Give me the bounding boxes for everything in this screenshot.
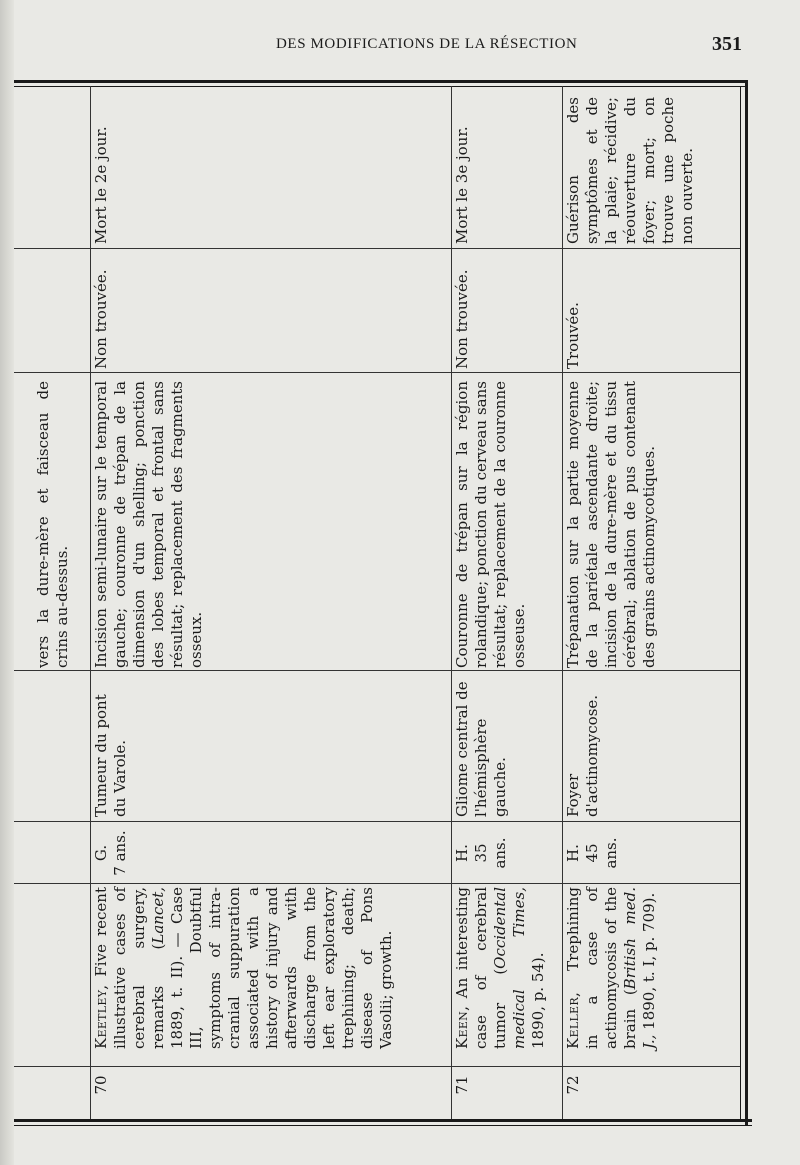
header-title: DES MODIFICATIONS DE LA RÉSECTION [276, 36, 578, 52]
lesion-found: Trouvée. [564, 302, 582, 369]
operation: Couronne de trépan sur la région rolandique; ponction du cerveau sans résultat; replacement de la couronne osseuse. [453, 381, 528, 668]
journal-name: Lancet, [149, 887, 167, 944]
rotated-table-content [0, 85, 730, 1125]
author-name: Keen, [453, 1005, 471, 1049]
age: 7 ans. [111, 830, 129, 876]
result: Mort le 3e jour. [453, 126, 471, 244]
reference-text: Five recent illustrative cases of cerebral surgery, remarks ( [92, 887, 167, 1049]
journal-name: Occidental medical Times, [491, 887, 528, 1049]
age: 45 ans. [583, 837, 620, 869]
reference-cell [564, 883, 734, 1053]
diagnosis: Gliome central de l'hémisphère gauche. [453, 681, 509, 817]
result: Mort le 2e jour. [92, 126, 110, 244]
sex: H. [453, 844, 471, 862]
sex: H. [564, 844, 582, 862]
table-row [76, 85, 436, 1125]
table-top-rule [14, 80, 747, 83]
lesion-found: Non trouvée. [92, 269, 110, 369]
reference-tail: 1890, t. I, p. 709). [640, 892, 658, 1035]
diagnosis: Foyer d'actinomycose. [564, 694, 601, 817]
table-right-rule-inner [740, 86, 741, 1120]
table-row [437, 85, 548, 1125]
diagnosis: Tumeur du pont du Varole. [92, 694, 129, 817]
case-number: 72 [564, 1075, 582, 1095]
reference-text: Trephining in a case of actinomycosis of the brain ( [564, 887, 639, 1049]
operation-continuation: vers la dure-mère et faisceau de crins au-dessus. [34, 381, 71, 668]
case-number: 71 [453, 1075, 471, 1095]
reference-tail: 1890, p. 54). [529, 952, 547, 1049]
journal-name: British med. J., [621, 887, 658, 1049]
author-name: Keller, [564, 991, 582, 1049]
sex-age-cell [453, 825, 510, 881]
sex-age-cell [564, 825, 621, 881]
reference-tail: 1889, t. II). — Case III, Doubtful symptoms of intra-cranial suppuration associated with a history of injury and afterwards with discharge from the left ear exploratory trephining; death; disease of Pons Vasolii; growth. [168, 887, 395, 1049]
table-right-rule [745, 80, 748, 1125]
case-number: 70 [92, 1075, 110, 1095]
sex-age-cell [92, 825, 130, 881]
result: Guérison des symptômes et de la plaie; récidive; réouverture du foyer; mort; on trouve une poche non ouverte. [564, 97, 696, 244]
author-name: Keetley, [92, 984, 110, 1049]
operation: Incision semi-lunaire sur le temporal gauche; couronne de trépan de la dimension d'un shelling; ponction des lobes temporal et frontal sans résultat; replacement des fragments osseux. [92, 381, 205, 668]
page-number: 351 [712, 33, 742, 55]
reference-cell [453, 883, 548, 1053]
operation: Trépanation sur la partie moyenne de la pariétale ascendante droite; incision de la dure-mère et du tissu cérébral; ablation de pus contenant des grains actinomycotiques. [564, 381, 658, 668]
table-row [548, 85, 738, 1125]
sex: G. [92, 844, 110, 862]
lesion-found: Non trouvée. [453, 269, 471, 369]
reference-cell [92, 883, 432, 1053]
reference-text: An interesting case of cerebral tumor ( [453, 887, 509, 1049]
table-bottom-rule-inner [14, 1125, 752, 1126]
age: 35 ans. [472, 837, 509, 869]
running-header [0, 33, 800, 60]
